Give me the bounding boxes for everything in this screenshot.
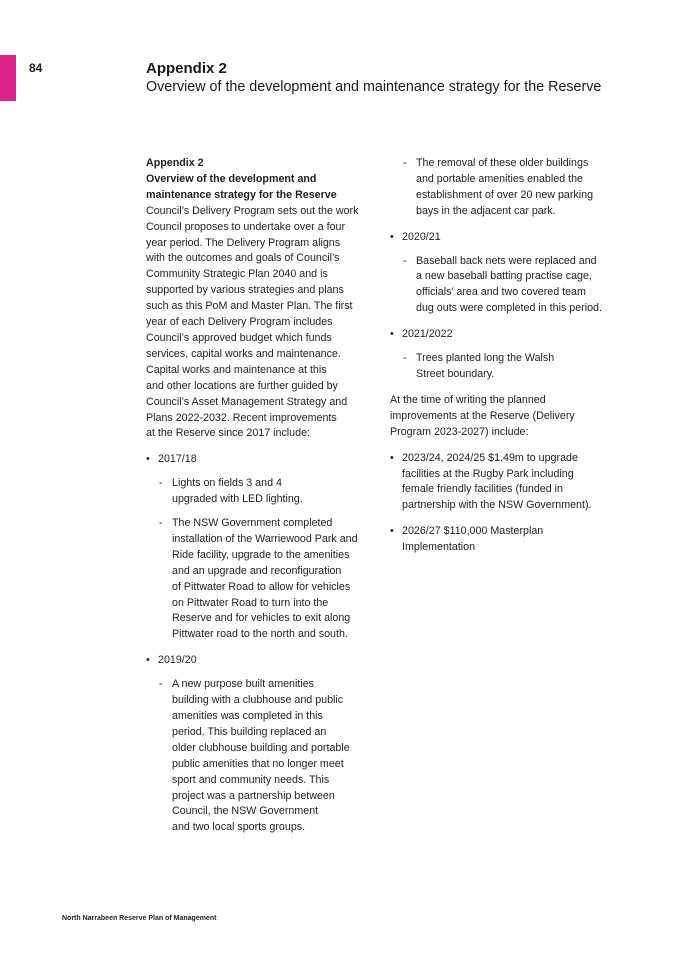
text-line: The removal of these older buildings — [416, 157, 589, 169]
heading-line: Appendix 2 — [146, 157, 204, 169]
text-line: a new baseball batting practise cage, — [416, 270, 592, 283]
bullet-label: • 2017/18 — [158, 453, 197, 466]
text-line: public amenities that no longer meet — [172, 757, 344, 770]
bullet-planned-rugby-park — [390, 451, 618, 515]
text-line: year of each Delivery Program includes — [146, 316, 333, 329]
text-line: A new purpose built amenities — [172, 678, 314, 691]
text-line: facilities at the Rugby Park including — [402, 467, 574, 480]
text-line: Council proposes to undertake over a four — [146, 220, 346, 233]
dash-marker: - — [159, 477, 163, 490]
bullet-label: • 2020/21 — [402, 230, 441, 243]
text-line: building with a clubhouse and public — [172, 694, 344, 707]
text-line: and an upgrade and reconfiguration — [172, 564, 342, 577]
text-line: and two local sports groups. — [172, 821, 306, 834]
planned-intro-paragraph — [390, 393, 618, 441]
right-column — [390, 156, 618, 556]
text-line: with the outcomes and goals of Council’s — [146, 252, 340, 265]
intro-paragraph — [146, 204, 374, 443]
text-line: Plans 2022-2032. Recent improvements — [146, 411, 337, 424]
text-line: Program 2023-2027) include: — [390, 425, 529, 438]
dash-item — [146, 476, 374, 508]
dash-item — [390, 254, 618, 318]
page-subtitle: Overview of the development and maintenance strategy for the Reserve — [146, 79, 602, 95]
page-number: 84 — [29, 61, 43, 75]
text-line: installation of the Warriewood Park and — [172, 532, 358, 545]
text-line: amenities was completed in this — [172, 710, 323, 722]
section-heading — [146, 156, 374, 204]
text-line: Lights on fields 3 and 4 — [172, 477, 282, 490]
text-line: on Pittwater Road to turn into the — [172, 596, 329, 609]
dash-item — [390, 156, 618, 220]
text-line: Ride facility, upgrade to the amenities — [172, 548, 350, 561]
text-line: Implementation — [402, 541, 476, 554]
text-line: Council’s approved budget which funds — [146, 331, 332, 344]
heading-line: Overview of the development and — [146, 172, 317, 185]
bullet-2019-20 — [146, 653, 374, 669]
bullet-2021-2022 — [390, 327, 618, 343]
text-line: • 2023/24, 2024/25 $1.49m to upgrade — [402, 451, 578, 464]
dash-marker: - — [159, 678, 163, 691]
text-line: At the time of writing the planned — [390, 393, 546, 406]
dash-item — [390, 351, 618, 383]
dash-item — [146, 516, 374, 643]
text-line: of Pittwater Road to allow for vehicles — [172, 580, 351, 593]
text-line: period. This building replaced an — [172, 725, 327, 738]
text-line: bays in the adjacent car park. — [416, 204, 556, 217]
dash-marker: - — [159, 517, 163, 530]
text-line: supported by various strategies and plans — [146, 284, 344, 297]
text-line: female friendly facilities (funded in — [402, 483, 563, 496]
dash-item — [146, 677, 374, 836]
text-line: such as this PoM and Master Plan. The first — [146, 300, 353, 313]
bullet-label: • 2021/2022 — [402, 328, 453, 341]
left-column — [146, 156, 374, 836]
text-line: Capital works and maintenance at this — [146, 363, 327, 376]
text-line: at the Reserve since 2017 include: — [146, 427, 310, 440]
text-line: services, capital works and maintenance. — [146, 347, 341, 360]
text-line: Trees planted long the Walsh — [416, 352, 555, 365]
text-line: year period. The Delivery Program aligns — [146, 236, 341, 249]
page-title: Appendix 2 — [146, 60, 227, 77]
text-line: project was a partnership between — [172, 789, 335, 802]
text-line: establishment of over 20 new parking — [416, 188, 594, 201]
dash-marker: - — [403, 157, 407, 169]
text-line: Council, the NSW Government — [172, 805, 319, 818]
heading-line: maintenance strategy for the Reserve — [146, 188, 337, 201]
dash-marker: - — [403, 254, 407, 267]
text-line: improvements at the Reserve (Delivery — [390, 409, 575, 422]
text-line: Council’s Asset Management Strategy and — [146, 395, 348, 408]
text-line: Street boundary. — [416, 367, 495, 380]
text-line: sport and community needs. This — [172, 773, 330, 786]
bullet-planned-masterplan — [390, 524, 618, 556]
text-line: Council’s Delivery Program sets out the work — [146, 204, 359, 217]
dash-marker: - — [403, 352, 407, 365]
text-line: older clubhouse building and portable — [172, 741, 350, 754]
text-line: officials’ area and two covered team — [416, 286, 586, 299]
bullet-label: • 2019/20 — [158, 654, 197, 667]
text-line: partnership with the NSW Government). — [402, 499, 592, 512]
bullet-2020-21 — [390, 230, 618, 246]
page-accent-bar — [0, 55, 16, 101]
bullet-2017-18 — [146, 452, 374, 468]
text-line: and other locations are further guided by — [146, 379, 338, 392]
text-line: dug outs were completed in this period. — [416, 302, 602, 315]
text-line: Pittwater road to the north and south. — [172, 628, 348, 641]
text-line: • 2026/27 $110,000 Masterplan — [402, 525, 544, 538]
text-line: upgraded with LED lighting. — [172, 493, 303, 506]
text-line: and portable amenities enabled the — [416, 172, 583, 185]
text-line: The NSW Government completed — [172, 517, 333, 530]
page-footer: North Narrabeen Reserve Plan of Management — [62, 915, 217, 922]
text-line: Community Strategic Plan 2040 and is — [146, 268, 328, 281]
text-line: Reserve and for vehicles to exit along — [172, 612, 351, 625]
text-line: Baseball back nets were replaced and — [416, 254, 597, 267]
